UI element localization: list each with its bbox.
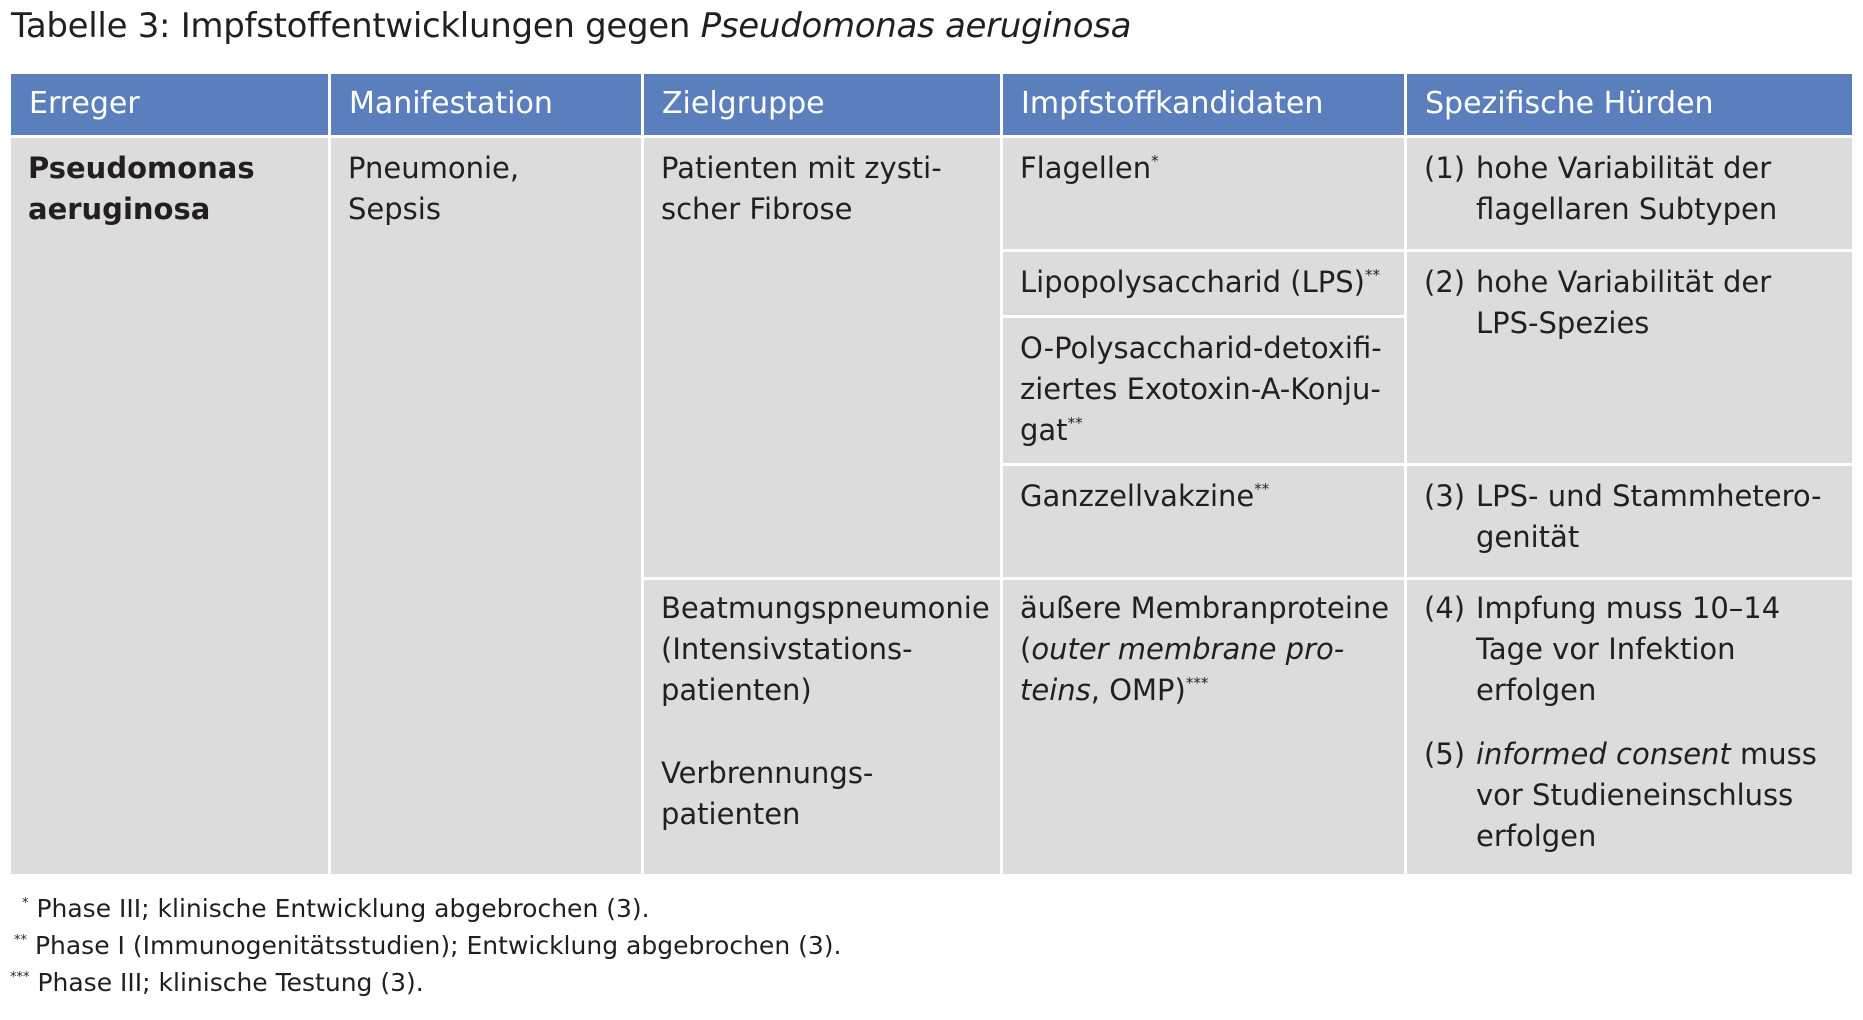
erreger-text — [28, 148, 255, 230]
header-spezifische-huerden: Spezifische Hürden — [1407, 74, 1852, 135]
candidate-line — [1020, 410, 1382, 451]
hurdle-line: LPS- und Stammhetero- — [1476, 479, 1822, 513]
hurdle-3-text — [1476, 476, 1822, 558]
hurdle-line: vor Studieneinschluss — [1476, 778, 1794, 812]
zielgruppe-line: (Intensivstations- — [661, 632, 913, 666]
hurdle-4-text — [1476, 588, 1780, 711]
candidate-lps — [1020, 262, 1380, 303]
footnote-mark: * — [1151, 152, 1159, 170]
header-impfstoffkandidaten: Impfstoffkandidaten — [1003, 74, 1404, 135]
hurdle-2-number: (2) — [1424, 265, 1466, 299]
candidate-omp — [1020, 588, 1389, 711]
header-zielgruppe: Zielgruppe — [644, 74, 1000, 135]
footnote-mark: ** — [1364, 266, 1380, 284]
table-title-prefix: Tabelle 3: Impfstoffentwicklungen gegen — [11, 6, 701, 46]
candidate-line-text: , OMP) — [1090, 673, 1186, 707]
candidate-line-italic: outer membrane pro- — [1031, 632, 1345, 666]
footnote-text: Phase III; klinische Testung (3). — [29, 968, 424, 997]
hurdle-line: LPS-Spezies — [1476, 306, 1650, 340]
hurdle-line: Impfung muss 10–14 — [1476, 591, 1781, 625]
hurdle-line — [1476, 734, 1817, 775]
footnote-3 — [10, 968, 424, 997]
zielgruppe-ventilator — [661, 588, 990, 711]
table-title-italic: Pseudomonas aeruginosa — [700, 6, 1132, 46]
hurdle-3-number: (3) — [1424, 479, 1466, 513]
hurdle-1-text — [1476, 148, 1777, 230]
hurdle-4-number: (4) — [1424, 591, 1466, 625]
hurdle-line-text: muss — [1730, 737, 1817, 771]
candidate-name: Ganzzellvakzine — [1020, 479, 1255, 513]
hurdle-line: erfolgen — [1476, 819, 1597, 853]
footnote-mark: * — [22, 896, 29, 911]
candidate-line: ziertes Exotoxin-A-Konju- — [1020, 372, 1381, 406]
zielgruppe-line: Beatmungspneumonie — [661, 591, 990, 625]
erreger-line: aeruginosa — [28, 192, 211, 226]
zielgruppe-line: Verbrennungs- — [661, 756, 874, 790]
footnote-mark: ** — [1067, 414, 1083, 432]
hurdle-line: hohe Variabilität der — [1476, 151, 1772, 185]
candidate-line: O-Polysaccharid-detoxifi- — [1020, 331, 1382, 365]
footnote-2 — [14, 931, 841, 960]
manifestation-line: Pneumonie, — [348, 151, 520, 185]
zielgruppe-line: patienten) — [661, 673, 812, 707]
footnote-mark: *** — [10, 970, 30, 985]
hurdle-1-number: (1) — [1424, 151, 1466, 185]
hurdle-line: genität — [1476, 520, 1580, 554]
hurdle-2-text — [1476, 262, 1771, 344]
zielgruppe-line: scher Fibrose — [661, 192, 853, 226]
candidate-name: Flagellen — [1020, 151, 1152, 185]
header-manifestation: Manifestation — [331, 74, 641, 135]
manifestation-line: Sepsis — [348, 192, 441, 226]
candidate-line — [1020, 629, 1389, 670]
cell-erreger — [11, 138, 328, 874]
zielgruppe-cystic-fibrosis — [661, 148, 942, 230]
table-title — [11, 6, 1131, 46]
erreger-line: Pseudomonas — [28, 151, 255, 185]
hurdle-line-italic: informed consent — [1476, 737, 1731, 771]
footnote-1 — [22, 894, 650, 923]
hurdle-line: Tage vor Infektion — [1476, 632, 1736, 666]
candidate-ganzzell — [1020, 476, 1269, 517]
candidate-line-text: ( — [1020, 632, 1032, 666]
footnote-text: Phase I (Immunogenitätsstudien); Entwicklung abgebrochen (3). — [27, 931, 842, 960]
footnote-mark: *** — [1185, 674, 1209, 692]
candidate-line: äußere Membranproteine — [1020, 591, 1390, 625]
candidate-line-text: gat — [1020, 413, 1068, 447]
candidate-name: Lipopolysaccharid (LPS) — [1020, 265, 1365, 299]
candidate-conjugate — [1020, 328, 1382, 451]
footnote-text: Phase III; klinische Entwicklung abgebrochen (3). — [28, 894, 650, 923]
zielgruppe-burns — [661, 753, 873, 835]
hurdle-5-text — [1476, 734, 1817, 857]
cell-manifestation — [331, 138, 641, 874]
header-erreger: Erreger — [11, 74, 328, 135]
candidate-line — [1020, 670, 1389, 711]
hurdle-line: erfolgen — [1476, 673, 1597, 707]
zielgruppe-line: Patienten mit zysti- — [661, 151, 942, 185]
hurdle-line: flagellaren Subtypen — [1476, 192, 1778, 226]
candidate-line-italic: teins — [1020, 673, 1091, 707]
manifestation-text — [348, 148, 519, 230]
footnote-mark: ** — [14, 933, 27, 948]
candidate-flagellen — [1020, 148, 1159, 189]
footnote-mark: ** — [1254, 480, 1270, 498]
zielgruppe-line: patienten — [661, 797, 801, 831]
hurdle-5-number: (5) — [1424, 737, 1466, 771]
hurdle-line: hohe Variabilität der — [1476, 265, 1772, 299]
